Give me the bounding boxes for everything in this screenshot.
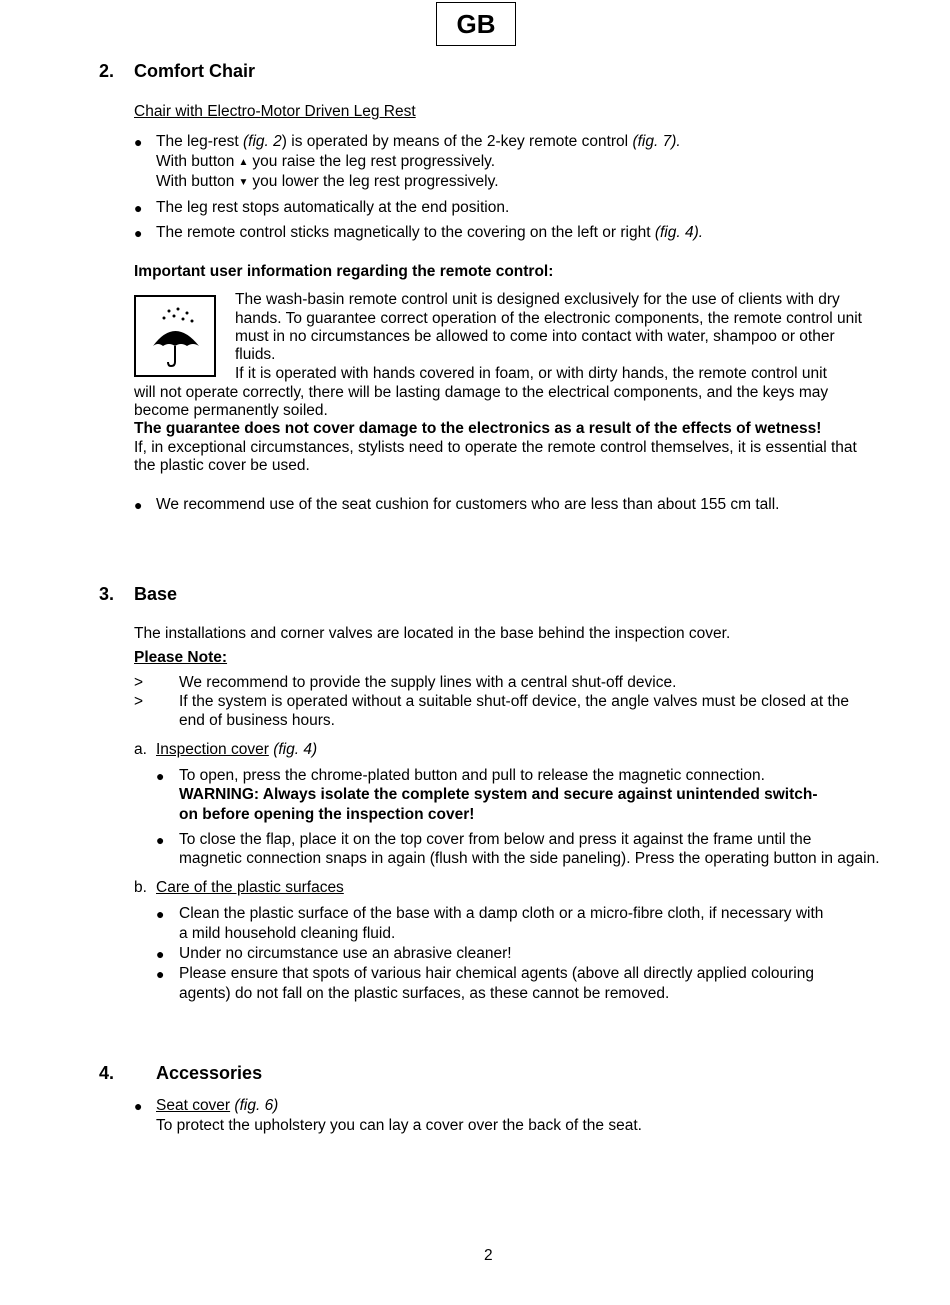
note-text: end of business hours. (179, 712, 335, 729)
close-flap-text: To close the flap, place it on the top cover from below and press it against the frame until the (179, 831, 812, 848)
raise-instruction: With button ▲ you raise the leg rest progressively. (156, 153, 496, 170)
isolation-warning: WARNING: Always isolate the complete system and secure against unintended switch- (179, 786, 818, 803)
section-4-title: Accessories (156, 1063, 263, 1083)
stylists-text: If, in exceptional circumstances, stylists need to operate the remote control themselves, it is essential that (134, 439, 857, 456)
bullet-icon: ● (156, 832, 165, 848)
please-note-label: Please Note: (134, 649, 228, 666)
info-line: The wash-basin remote control unit is designed exclusively for the use of clients with dry (235, 291, 840, 308)
bullet-icon: ● (156, 946, 165, 962)
stylists-text: the plastic cover be used. (134, 457, 310, 474)
close-flap-text: magnetic connection snaps in again (flush with the side paneling). Press the operating button in again. (179, 850, 880, 867)
section-2-number: 2. (99, 61, 115, 81)
cleaning-text: Clean the plastic surface of the base with a damp cloth or a micro-fibre cloth, if necessary with (179, 905, 824, 922)
info-line: will not operate correctly, there will be lasting damage to the electrical components, and the keys may (134, 384, 829, 401)
info-heading: Important user information regarding the remote control: (134, 263, 554, 280)
bullet-icon: ● (134, 497, 143, 513)
bullet-icon: ● (134, 134, 143, 150)
info-line: must in no circumstances be allowed to come into contact with water, shampoo or other (235, 328, 835, 345)
open-cover-text: To open, press the chrome-plated button and pull to release the magnetic connection. (179, 767, 765, 784)
keep-dry-umbrella-icon (134, 295, 216, 377)
section-2-subtitle: Chair with Electro-Motor Driven Leg Rest (134, 103, 416, 120)
bullet-icon: ● (156, 768, 165, 784)
lower-instruction: With button ▼ you lower the leg rest progressively. (156, 173, 499, 190)
bullet-icon: ● (134, 200, 143, 216)
section-3-number: 3. (99, 584, 115, 604)
note-text: If the system is operated without a suitable shut-off device, the angle valves must be closed at the (179, 693, 850, 710)
arrow-down-icon: ▼ (238, 177, 249, 188)
section-4-number: 4. (99, 1063, 115, 1083)
bullet-icon: ● (156, 966, 165, 982)
guarantee-warning: The guarantee does not cover damage to the electronics as a result of the effects of wetness! (134, 420, 822, 437)
bullet-icon: ● (156, 906, 165, 922)
leg-rest-operation-text: The leg-rest (fig. 2) is operated by means of the 2-key remote control (fig. 7). (156, 133, 681, 150)
info-line: hands. To guarantee correct operation of the electronic components, the remote control unit (235, 310, 862, 327)
cleaning-text: a mild household cleaning fluid. (179, 925, 396, 942)
seat-cushion-text: We recommend use of the seat cushion for customers who are less than about 155 cm tall. (156, 496, 780, 513)
bullet-icon: ● (134, 1098, 143, 1114)
info-line: If it is operated with hands covered in foam, or with dirty hands, the remote control unit (235, 365, 827, 382)
note-arrow: > (134, 693, 144, 710)
seat-cover-title: Seat cover (fig. 6) (156, 1097, 279, 1114)
chemical-spots-text: Please ensure that spots of various hair chemical agents (above all directly applied colouring (179, 965, 814, 982)
subsection-b-label: b. (134, 879, 147, 896)
chemical-spots-text: agents) do not fall on the plastic surfaces, as these cannot be removed. (179, 985, 670, 1002)
subsection-b-title: Care of the plastic surfaces (156, 879, 344, 896)
base-intro-text: The installations and corner valves are located in the base behind the inspection cover. (134, 625, 731, 642)
subsection-a-title: Inspection cover (fig. 4) (156, 741, 318, 758)
section-3-title: Base (134, 584, 178, 604)
note-arrow: > (134, 674, 144, 691)
magnetic-remote-text: The remote control sticks magnetically to the covering on the left or right (fig. 4). (156, 224, 704, 241)
subsection-a-label: a. (134, 741, 147, 758)
seat-cover-text: To protect the upholstery you can lay a cover over the back of the seat. (156, 1117, 642, 1134)
info-line: become permanently soiled. (134, 402, 328, 419)
arrow-up-icon: ▲ (238, 157, 249, 168)
language-code-box: GB (436, 2, 516, 46)
section-2-title: Comfort Chair (134, 61, 255, 81)
end-position-text: The leg rest stops automatically at the end position. (156, 199, 510, 216)
isolation-warning: on before opening the inspection cover! (179, 806, 475, 823)
page-number: 2 (484, 1247, 493, 1264)
abrasive-warning-text: Under no circumstance use an abrasive cleaner! (179, 945, 512, 962)
note-text: We recommend to provide the supply lines with a central shut-off device. (179, 674, 677, 691)
info-line: fluids. (235, 346, 276, 363)
bullet-icon: ● (134, 225, 143, 241)
